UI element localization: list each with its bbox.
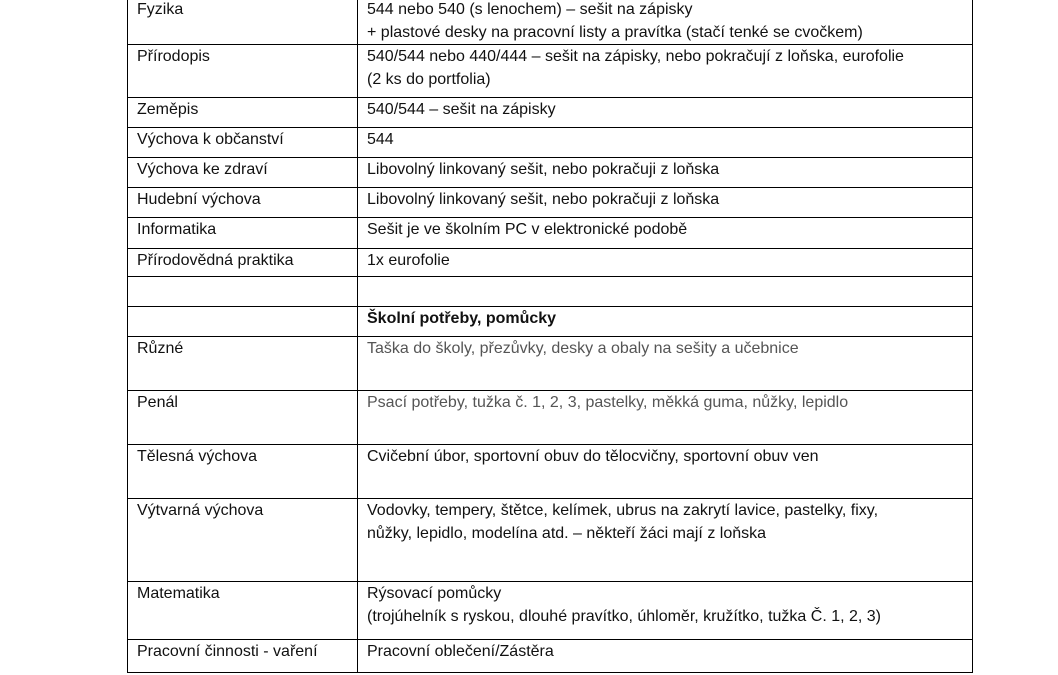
item-cell: Psací potřeby, tužka č. 1, 2, 3, pastelky, měkká guma, nůžky, lepidlo <box>358 391 973 445</box>
item-cell: Pracovní oblečení/Zástěra <box>358 640 973 673</box>
item-cell <box>358 0 973 45</box>
item-cell: Libovolný linkovaný sešit, nebo pokračuji z loňska <box>358 158 973 188</box>
empty-cell <box>128 307 358 337</box>
subject-cell: Hudební výchova <box>128 188 358 218</box>
item-cell: Sešit je ve školním PC v elektronické podobě <box>358 218 973 249</box>
empty-row <box>128 277 973 307</box>
subject-cell: Tělesná výchova <box>128 445 358 499</box>
subject-cell: Zeměpis <box>128 98 358 128</box>
item-line: (2 ks do portfolia) <box>367 71 491 88</box>
table-row <box>128 337 973 391</box>
subject-cell: Informatika <box>128 218 358 249</box>
item-cell: 540/544 – sešit na zápisky <box>358 98 973 128</box>
item-cell: 544 <box>358 128 973 158</box>
table-row <box>128 499 973 582</box>
item-line: + plastové desky na pracovní listy a pravítka (stačí tenké se cvočkem) <box>367 24 863 41</box>
item-line: Rýsovací pomůcky <box>367 585 502 602</box>
table-row <box>128 128 973 158</box>
table-row <box>128 218 973 249</box>
table-row <box>128 640 973 673</box>
item-line: Vodovky, tempery, štětce, kelímek, ubrus na zakrytí lavice, pastelky, fixy, <box>367 502 879 519</box>
subject-cell: Přírodovědná praktika <box>128 249 358 277</box>
table-row <box>128 0 973 45</box>
item-line: 540/544 nebo 440/444 – sešit na zápisky, nebo pokračují z loňska, eurofolie <box>367 48 904 65</box>
table-row <box>128 158 973 188</box>
item-cell: Cvičební úbor, sportovní obuv do tělocvičny, sportovní obuv ven <box>358 445 973 499</box>
subject-cell: Penál <box>128 391 358 445</box>
item-cell: Libovolný linkovaný sešit, nebo pokračuji z loňska <box>358 188 973 218</box>
item-line: (trojúhelník s ryskou, dlouhé pravítko, úhloměr, kružítko, tužka Č. 1, 2, 3) <box>367 608 882 625</box>
supplies-table <box>127 0 973 673</box>
subject-cell: Výchova ke zdraví <box>128 158 358 188</box>
subject-cell: Různé <box>128 337 358 391</box>
table-row <box>128 445 973 499</box>
subject-cell: Přírodopis <box>128 45 358 98</box>
subject-cell: Výchova k občanství <box>128 128 358 158</box>
item-cell: 1x eurofolie <box>358 249 973 277</box>
empty-cell <box>358 277 973 307</box>
section-heading: Školní potřeby, pomůcky <box>358 307 973 337</box>
subject-cell: Pracovní činnosti - vaření <box>128 640 358 673</box>
item-line: 544 nebo 540 (s lenochem) – sešit na zápisky <box>367 1 693 18</box>
section-header-row <box>128 307 973 337</box>
item-cell <box>358 582 973 640</box>
empty-cell <box>128 277 358 307</box>
subject-cell: Fyzika <box>128 0 358 45</box>
subject-cell: Matematika <box>128 582 358 640</box>
item-cell <box>358 499 973 582</box>
table-row <box>128 98 973 128</box>
table-row <box>128 188 973 218</box>
table-row <box>128 249 973 277</box>
table-row <box>128 45 973 98</box>
item-cell: Taška do školy, přezůvky, desky a obaly na sešity a učebnice <box>358 337 973 391</box>
table-row <box>128 391 973 445</box>
item-line: nůžky, lepidlo, modelína atd. – někteří žáci mají z loňska <box>367 525 767 542</box>
subject-cell: Výtvarná výchova <box>128 499 358 582</box>
table-row <box>128 582 973 640</box>
item-cell <box>358 45 973 98</box>
